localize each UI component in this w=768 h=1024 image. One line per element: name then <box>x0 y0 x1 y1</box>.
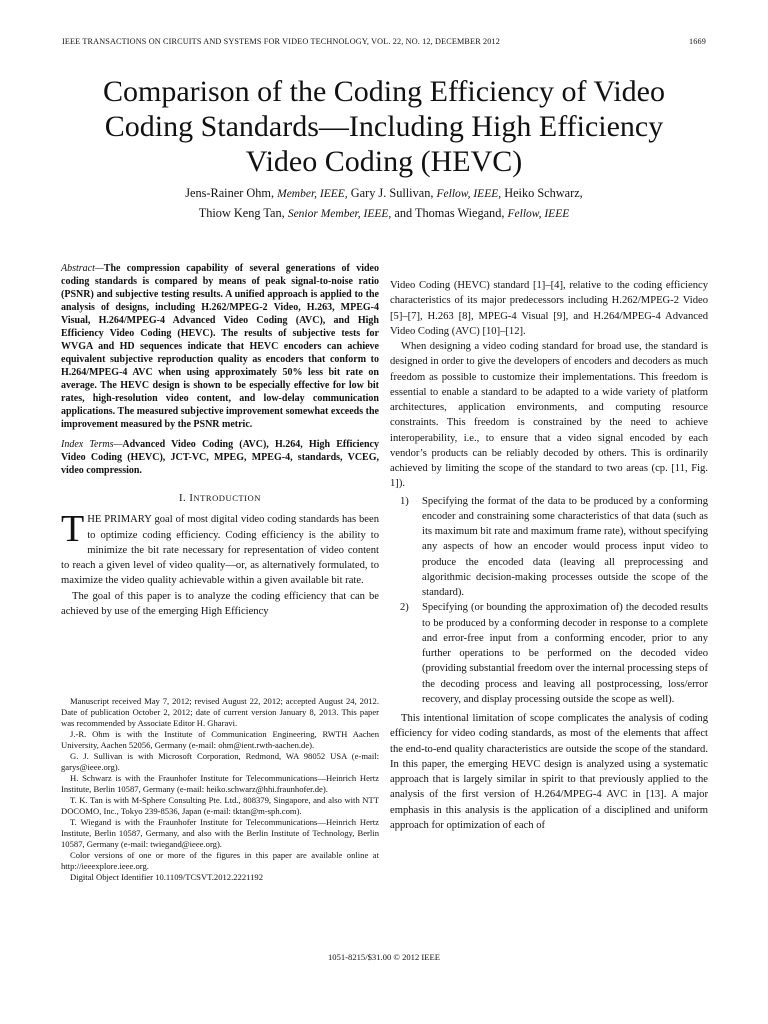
footnote: T. K. Tan is with M-Sphere Consulting Pte. Ltd., 808379, Singapore, and also with NTT DOCOMO, Inc., Tokyo 239-8536, Japan (e-mail: tktan@m-sph.com). <box>61 795 379 816</box>
journal-name: IEEE TRANSACTIONS ON CIRCUITS AND SYSTEMS FOR VIDEO TECHNOLOGY, VOL. 22, NO. 12, DECEMBER 2012 <box>62 37 500 46</box>
copyright-footer: 1051-8215/$31.00 © 2012 IEEE <box>327 952 441 962</box>
footnote: J.-R. Ohm is with the Institute of Communication Engineering, RWTH Aachen University, Aachen 52056, Germany (e-mail: ohm@ient.rwth-aachen.de). <box>61 729 379 750</box>
right-paragraph-1: Video Coding (HEVC) standard [1]–[4], relative to the coding efficiency characteristics of its major predecessors including H.262/MPEG-2 Video [5]–[7], H.263 [8], MPEG-4 Visual [9], and H.264/MPEG-4 Advanced Video Coding (AVC) [10]–[12]. <box>390 280 708 337</box>
intro-paragraph-1-text: HE PRIMARY goal of most digital video coding standards has been to optimize coding efficiency. Coding efficiency is the ability to minimize the bit rate necessary for representation of video content to reach a given level of video quality—or, as alternatively formulated, to maximize the video quality achievable within a given available bit rate. <box>61 514 379 587</box>
list-item <box>390 494 708 601</box>
author-name: Thiow Keng Tan, <box>198 206 285 220</box>
list-item <box>390 600 708 707</box>
author-name: Gary J. Sullivan, <box>350 186 434 200</box>
section-title-rest: NTRODUCTION <box>193 493 261 503</box>
title-line-1: Comparison of the Coding Efficiency of Video <box>103 75 665 108</box>
footnote: G. J. Sullivan is with Microsoft Corporation, Redmond, WA 98052 USA (e-mail: garys@ieee.org). <box>61 751 379 772</box>
author-line-1 <box>40 184 728 204</box>
footnote-doi: Digital Object Identifier 10.1109/TCSVT.2012.2221192 <box>70 872 264 882</box>
list-item-number: 1) <box>400 495 409 507</box>
list-item-text: Specifying (or bounding the approximation of) the decoded results to be produced by a conforming decoder in response to a complete and error-free input from a conforming encoder, prior to any further operations to be performed on the decoded video (providing substantial freedom over the internal processing steps of the decoding process and leaving all postprocessing, loss/error recovery, and display processing outside the scope as well). <box>422 602 708 705</box>
right-paragraph-2: When designing a video coding standard for broad use, the standard is designed in order to give the developers of encoders and decoders as much freedom as possible to customize their implementations. This freedom is essential to enable a standard to be adapted to a wide variety of platform architectures, application environments, and computing resource constraints. This freedom is constrained by the need to achieve interoperability, i.e., to ensure that a video signal encoded by each vendor’s products can be reliably decoded by others. This is ordinarily achieved by limiting the scope of the standard to two areas (cp. [11, Fig. 1]). <box>390 341 708 490</box>
footnotes <box>61 696 379 883</box>
paper-title <box>40 74 728 179</box>
abstract-text: The compression capability of several generations of video coding standards is compared by means of peak signal-to-noise ratio (PSNR) and subjective testing results. A unified approach is applied to the analysis of designs, including H.262/MPEG-2 Video, H.263, MPEG-4 Visual, H.264/MPEG-4 Advanced Video Coding (AVC), and High Efficiency Video Coding (HEVC). The results of subjective tests for WVGA and HD sequences indicate that HEVC encoders can achieve equivalent subjective reproduction quality as encoders that conform to H.264/MPEG-4 AVC when using approximately 50% less bit rate on average. The HEVC design is shown to be especially effective for low bit rates, high-resolution video content, and low-delay communication applications. The measured subjective improvement somewhat exceeds the improvement measured by the PSNR metric. <box>61 263 379 430</box>
index-terms-lead: Index Terms— <box>61 439 123 450</box>
abstract <box>61 262 379 431</box>
author-line-2 <box>40 204 728 224</box>
abstract-lead: Abstract— <box>61 263 104 274</box>
author-name: and Thomas Wiegand, <box>394 206 505 220</box>
running-header <box>62 37 706 46</box>
list-item-number: 2) <box>400 602 409 614</box>
title-line-3: Video Coding (HEVC) <box>245 145 523 178</box>
footnote: Color versions of one or more of the figures in this paper are available online at http://ieeexplore.ieee.org. <box>61 850 379 871</box>
author-role: Fellow, IEEE, <box>436 188 502 200</box>
list-item-text: Specifying the format of the data to be produced by a conforming encoder and constraining some characteristics of that data (such as its maximum bit rate and maximum frame rate), without specifying any aspects of how an encoder would process input video to produce the encoded data (leaving all preprocessing and algorithmic decision-making processes outside the scope of the standard). <box>422 495 708 598</box>
author-role: Senior Member, IEEE, <box>287 208 392 220</box>
author-name: Heiko Schwarz, <box>504 186 583 200</box>
intro-paragraph-1 <box>61 508 379 588</box>
author-list <box>40 184 728 224</box>
right-paragraph-3: This intentional limitation of scope complicates the analysis of coding efficiency for video coding standards, as most of the elements that affect the end-to-end quality characteristics are outside the scope of the standard. In this paper, the emerging HEVC design is analyzed using a systematic approach that is largely similar in spirit to that previously applied to the analysis of the first version of H.264/MPEG-4 AVC in [13]. A major emphasis in this analysis is the application of a disciplined and uniform approach for optimization of each of <box>390 713 708 831</box>
left-column <box>61 262 379 619</box>
section-numeral: I. I <box>179 493 194 504</box>
scope-list <box>390 494 708 708</box>
footnote: T. Wiegand is with the Fraunhofer Institute for Telecommunications—Heinrich Hertz Institute, Berlin 10587, Germany, and also with the Berlin Institute of Technology, Berlin 10587, Germany (e-mail: twiegand@ieee.org). <box>61 817 379 849</box>
drop-cap: T <box>61 508 85 551</box>
index-terms-text: Advanced Video Coding (AVC), H.264, High Efficiency Video Coding (HEVC), JCT-VC, MPEG, MPEG-4, standards, VCEG, video compression. <box>61 439 379 476</box>
author-name: Jens-Rainer Ohm, <box>185 186 275 200</box>
title-line-2: Coding Standards—Including High Efficiency <box>104 110 664 143</box>
author-role: Fellow, IEEE <box>507 208 570 220</box>
page-number: 1669 <box>689 37 706 46</box>
section-heading-introduction <box>61 491 379 506</box>
footnote: Manuscript received May 7, 2012; revised August 22, 2012; accepted August 24, 2012. Date of publication October 2, 2012; date of current version January 8, 2013. This paper was recommended by Associate Editor H. Gharavi. <box>61 696 379 728</box>
right-column <box>390 278 708 833</box>
author-role: Member, IEEE, <box>277 188 348 200</box>
index-terms <box>61 438 379 477</box>
footnote: H. Schwarz is with the Fraunhofer Institute for Telecommunications—Heinrich Hertz Institute, Berlin 10587, Germany (e-mail: heiko.schwarz@hhi.fraunhofer.de). <box>61 773 379 794</box>
intro-paragraph-2: The goal of this paper is to analyze the coding efficiency that can be achieved by use of the emerging High Efficiency <box>61 590 379 617</box>
